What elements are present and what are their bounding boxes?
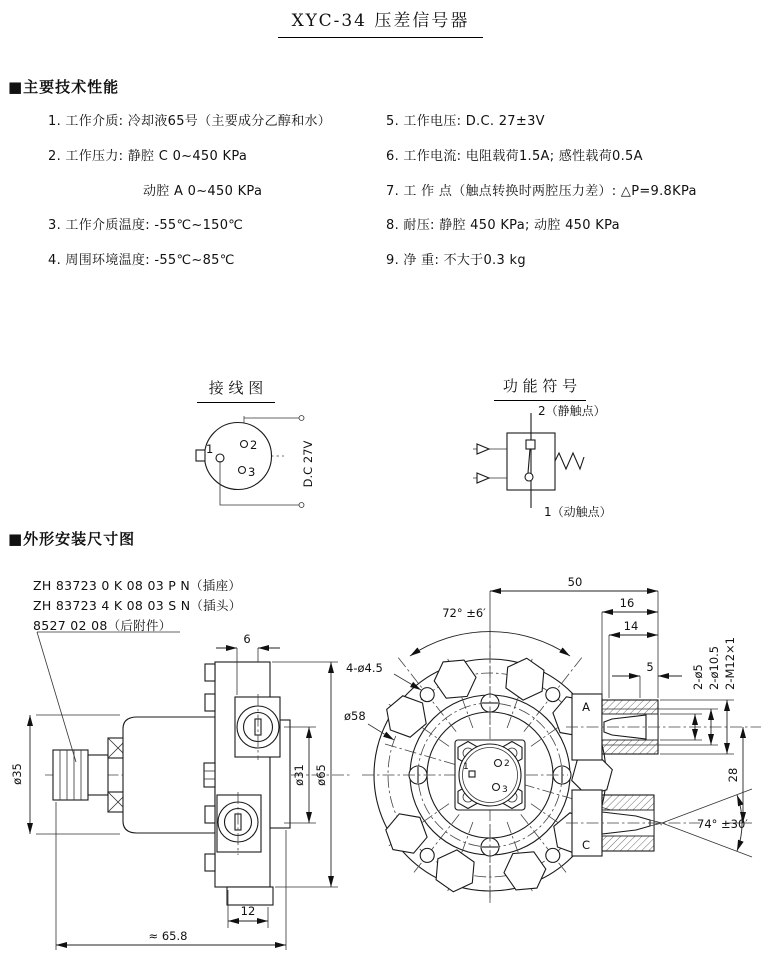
mounting-base <box>227 887 273 905</box>
dim-4-holes: 4-ø4.5 <box>346 661 383 675</box>
moving-contact-label: 1（动触点） <box>544 505 612 519</box>
page-title: XYC-34 压差信号器 <box>278 6 484 38</box>
front-pin-2: 2 <box>504 759 510 769</box>
connector-key <box>196 450 205 461</box>
section-heading-outline: ■外形安装尺寸图 <box>8 530 136 548</box>
spring-symbol <box>555 453 584 469</box>
port-c-label: C <box>581 838 591 852</box>
dim-d58: ø58 <box>344 709 366 723</box>
dim-16: 16 <box>619 596 635 610</box>
spec-item-4: 4. 周围环境温度: -55℃~85℃ <box>48 253 235 269</box>
dim-5: 5 <box>646 660 654 674</box>
terminal-plus <box>299 416 304 421</box>
connector-body <box>205 423 272 490</box>
spec-item-3: 3. 工作介质温度: -55℃~150℃ <box>48 218 244 234</box>
wiring-diagram <box>196 416 315 508</box>
part-number-list <box>33 576 242 636</box>
static-contact <box>526 440 535 449</box>
pin-1-label: 1 <box>206 442 214 456</box>
terminal-minus <box>299 503 304 508</box>
dim-angle-72: 72° ±6′ <box>442 606 486 620</box>
spec-item-1: 1. 工作介质: 冷却液65号（主要成分乙醇和水） <box>48 114 332 129</box>
spec-item-6: 6. 工作电流: 电阻载荷1.5A; 感性载荷0.5A <box>386 148 643 164</box>
dim-d35: ø35 <box>10 763 24 785</box>
spec-item-2b: 动腔 A 0~450 KPa <box>143 183 263 199</box>
spec-item-8: 8. 耐压: 静腔 450 KPa; 动腔 450 KPa <box>386 218 620 234</box>
part-number-socket: ZH 83723 0 K 08 03 P N（插座） <box>33 578 242 593</box>
mount-hole <box>546 688 560 702</box>
spec-item-7: 7. 工 作 点（触点转换时两腔压力差）: △P=9.8KPa <box>386 183 697 199</box>
mount-hole <box>546 848 560 862</box>
side-view <box>10 632 352 950</box>
pin-3-label: 3 <box>248 465 256 479</box>
connector-face <box>459 744 521 806</box>
dim-14: 14 <box>623 619 639 633</box>
dim-65-8: ≈ 65.8 <box>148 929 188 943</box>
dim-angle-74: 74° ±30′ <box>697 817 748 831</box>
dim-2-d105: 2-ø10.5 <box>707 645 721 690</box>
pressure-arrow-top <box>477 444 489 454</box>
dim-d31: ø31 <box>292 764 306 786</box>
part-number-plug: ZH 83723 4 K 08 03 S N（插头） <box>33 598 242 613</box>
static-contact-label: 2（静触点） <box>538 404 606 418</box>
wiring-diagram-title: 接 线 图 <box>197 377 275 403</box>
dim-12: 12 <box>240 904 256 918</box>
voltage-label: D.C 27V <box>301 440 315 488</box>
mount-hole <box>420 848 434 862</box>
dim-50: 50 <box>567 575 583 589</box>
front-view <box>344 575 761 905</box>
part-number-accessory: 8527 02 08（后附件） <box>33 618 172 633</box>
section-heading-specs: ■主要技术性能 <box>8 78 120 96</box>
title-row <box>0 6 761 38</box>
port-a-label: A <box>582 700 590 714</box>
main-cylinder <box>123 717 215 833</box>
mount-hole <box>420 688 434 702</box>
spec-item-2: 2. 工作压力: 静腔 C 0~450 KPa <box>48 148 248 164</box>
dim-28: 28 <box>726 767 740 783</box>
function-symbol-diagram <box>473 413 584 508</box>
connector-plug <box>53 750 88 800</box>
pressure-arrow-bottom <box>477 473 489 483</box>
dim-d65: ø65 <box>314 764 328 786</box>
front-pin-1: 1 <box>463 762 469 772</box>
moving-contact <box>525 473 533 481</box>
spec-list-right <box>386 105 760 279</box>
function-symbol-title: 功 能 符 号 <box>494 375 586 401</box>
dim-2-d5: 2-ø5 <box>691 664 705 690</box>
dim-6: 6 <box>243 632 251 646</box>
spec-item-5: 5. 工作电压: D.C. 27±3V <box>386 114 545 129</box>
spec-list-left <box>48 105 383 279</box>
spec-item-9: 9. 净 重: 不大于0.3 kg <box>386 253 526 269</box>
front-pin-3: 3 <box>502 785 508 795</box>
dim-2-m12: 2-M12×1 <box>723 637 737 690</box>
flange-plate <box>215 662 270 887</box>
pin-2-label: 2 <box>250 438 258 452</box>
